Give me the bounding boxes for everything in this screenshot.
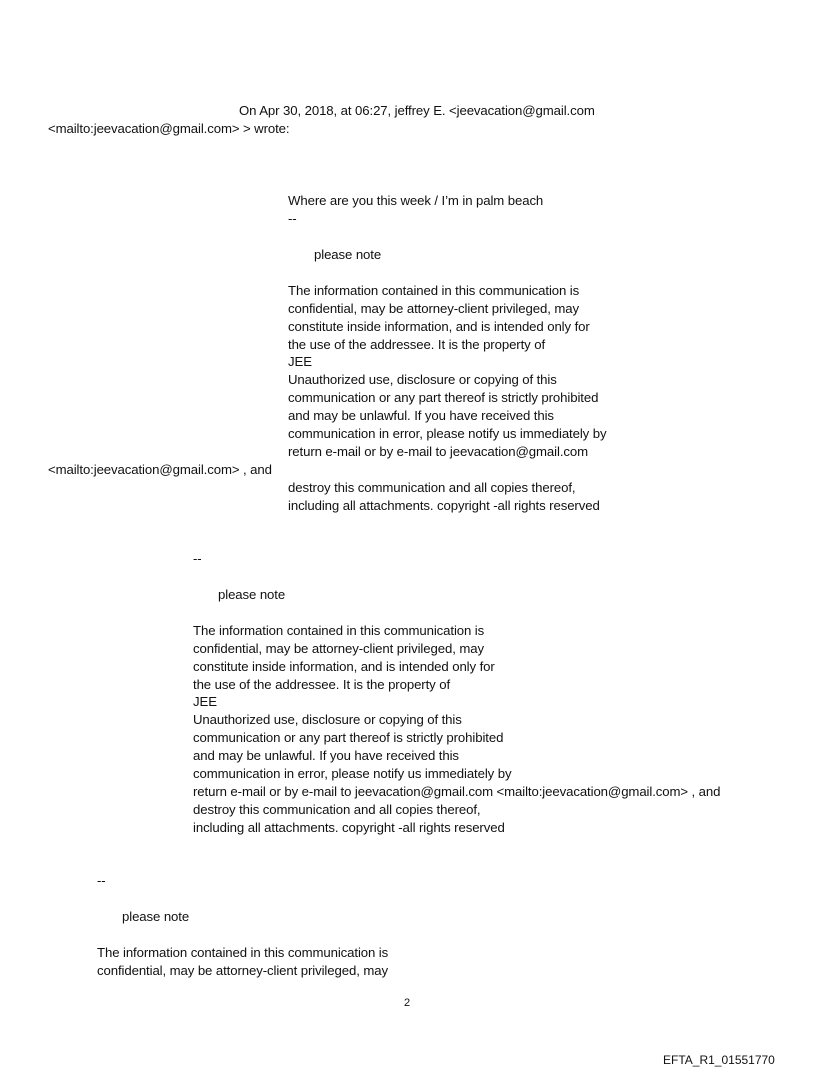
disclaimer-line: JEE [288,354,312,369]
signature-separator: -- [288,211,297,226]
disclaimer-line: constitute inside information, and is intended only for [193,659,495,674]
disclaimer-line: confidential, may be attorney-client privileged, may [193,641,484,656]
disclaimer-line: Unauthorized use, disclosure or copying of this [193,712,462,727]
quoted-message: Where are you this week / I’m in palm beach [288,193,544,208]
disclaimer-line: The information contained in this communication is [97,945,389,960]
disclaimer-line: and may be unlawful. If you have received this [288,408,554,423]
disclaimer-line: communication or any part thereof is strictly prohibited [193,730,504,745]
note-heading: please note [122,909,190,924]
signature-separator: -- [97,873,106,888]
disclaimer-line: the use of the addressee. It is the property of [193,677,451,692]
disclaimer-line: communication in error, please notify us immediately by [288,426,607,441]
disclaimer-line: The information contained in this communication is [288,283,580,298]
disclaimer-line: including all attachments. copyright -all rights reserved [288,498,600,513]
reply-header-line-2: <mailto:jeevacation@gmail.com> > wrote: [48,121,290,136]
disclaimer-mailto-line: <mailto:jeevacation@gmail.com> , and [48,462,272,477]
disclaimer-line: confidential, may be attorney-client privileged, may [97,963,388,978]
disclaimer-line: Unauthorized use, disclosure or copying of this [288,372,557,387]
disclaimer-line: destroy this communication and all copies thereof, [193,802,481,817]
signature-separator: -- [193,551,202,566]
disclaimer-line: return e-mail or by e-mail to jeevacation@gmail.com [288,444,588,459]
disclaimer-line: The information contained in this communication is [193,623,485,638]
disclaimer-line: communication in error, please notify us immediately by [193,766,512,781]
disclaimer-line: communication or any part thereof is strictly prohibited [288,390,599,405]
disclaimer-line: confidential, may be attorney-client privileged, may [288,301,579,316]
disclaimer-line: including all attachments. copyright -all rights reserved [193,820,505,835]
disclaimer-line: return e-mail or by e-mail to jeevacation@gmail.com <mailto:jeevacation@gmail.com> , and [193,784,721,799]
note-heading: please note [218,587,286,602]
disclaimer-line: and may be unlawful. If you have received this [193,748,459,763]
reply-header-line-1: On Apr 30, 2018, at 06:27, jeffrey E. <jeevacation@gmail.com [239,103,595,118]
disclaimer-line: constitute inside information, and is intended only for [288,319,590,334]
document-id: EFTA_R1_01551770 [663,1053,775,1067]
disclaimer-line: destroy this communication and all copies thereof, [288,480,576,495]
page-number: 2 [404,997,411,1009]
disclaimer-line: JEE [193,694,217,709]
disclaimer-line: the use of the addressee. It is the property of [288,337,546,352]
note-heading: please note [314,247,382,262]
